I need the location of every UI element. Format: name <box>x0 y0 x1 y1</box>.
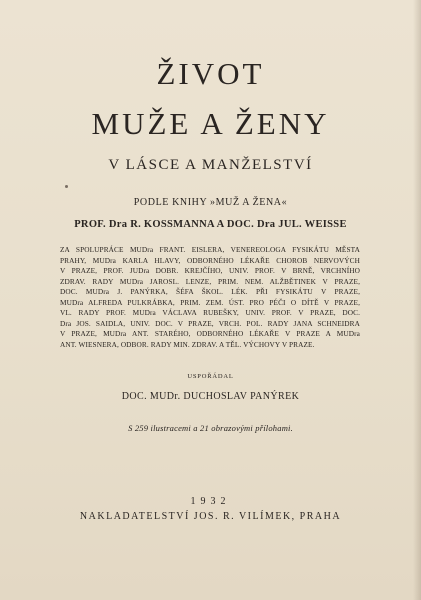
book-title-line-2: MUŽE A ŽENY <box>91 106 330 141</box>
collaborators-line: Dra JOS. SAIDLA, UNIV. DOC. V PRAZE, VRCH. POL. RADY JANA SCHNEIDRA <box>60 318 360 328</box>
collaborators-line: ZDRAV. RADY MUDra JAROSL. LENZE, PRIM. NEM. ALŽBĚTINEK V PRAZE, <box>60 276 360 286</box>
book-title-line-1: ŽIVOT <box>156 56 265 91</box>
collaborators-line: V PRAZE, MUDra ANT. STARÉHO, ODBORNÉHO LÉKAŘE V PRAZE A MUDra <box>60 329 360 338</box>
based-on-line: PODLE KNIHY »MUŽ A ŽENA« <box>133 197 288 208</box>
original-authors: PROF. Dra R. KOSSMANNA A DOC. Dra JUL. WEISSE <box>74 219 347 230</box>
collaborators-line: MUDra ALFREDA PULKRÁBKA, PRIM. ZEM. ÚST. PRO PÉČI O DÍTĚ V PRAZE, <box>60 297 360 307</box>
collaborators-line: DOC. MUDra J. PANÝRKA, ŠÉFA ŠKOL. LÉK. PŘI FYSIKÁTU V PRAZE, <box>60 287 360 296</box>
collaborators-line: ANT. WIESNERA, ODBOR. RADY MIN. ZDRAV. A TĚL. VÝCHOVY V PRAZE. <box>60 339 315 349</box>
collaborators-line: VL. RADY PROF. MUDra VÁCLAVA RUBEŠKY, UNIV. PROF. V PRAZE, DOC. <box>60 308 360 317</box>
publication-year: 1932 <box>190 496 231 507</box>
collaborators-line: PRAHY, MUDra KARLA HLAVY, ODBORNÉHO LÉKAŘE CHOROB NERVOVÝCH <box>60 255 360 265</box>
arranged-by-label: USPOŘÁDAL <box>187 373 234 380</box>
collaborators-line: V PRAZE, PROF. JUDra DOBR. KREJČÍHO, UNIV. PROF. V BRNĚ, VRCHNÍHO <box>60 266 360 275</box>
editor-name: DOC. MUDr. DUCHOSLAV PANÝREK <box>121 391 300 402</box>
publisher-imprint: NAKLADATELSTVÍ JOS. R. VILÍMEK, PRAHA <box>79 511 342 522</box>
ink-speck <box>65 185 68 188</box>
collaborators-line: ZA SPOLUPRÁCE MUDra FRANT. EISLERA, VENEREOLOGA FYSIKÁTU MĚSTA <box>60 245 360 254</box>
collaborators-paragraph <box>60 245 360 350</box>
illustrations-note: S 259 ilustracemi a 21 obrazovými přílohami. <box>128 423 293 433</box>
book-subtitle: V LÁSCE A MANŽELSTVÍ <box>108 157 313 173</box>
